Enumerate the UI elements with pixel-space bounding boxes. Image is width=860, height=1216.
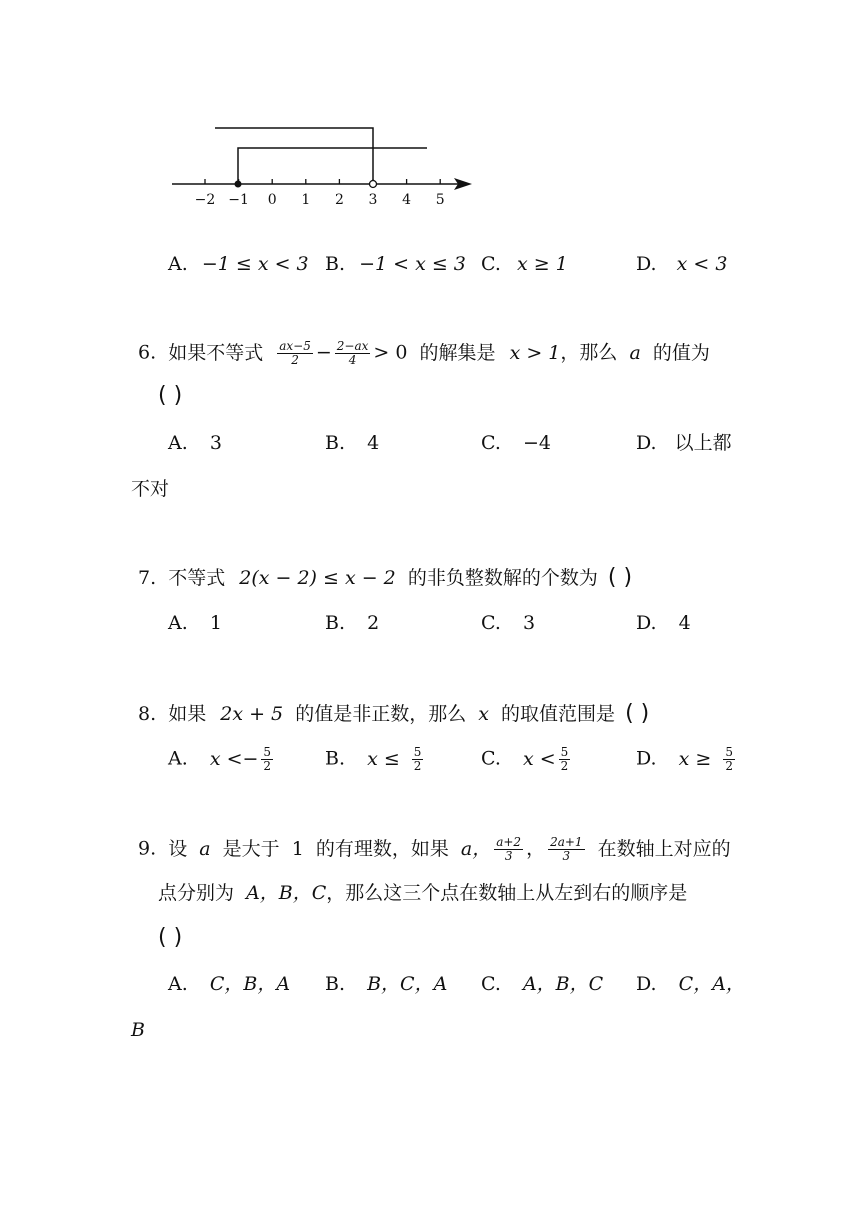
option-label: C. [481, 747, 501, 770]
option-label: C. [481, 973, 501, 995]
option-text: A，B，C [522, 973, 604, 995]
q8-tail: 的取值范围是 [501, 703, 616, 725]
q9-option-d[interactable] [636, 972, 745, 996]
question-number: 9. [138, 837, 157, 860]
q6-tail-1: ，那么 [560, 341, 618, 364]
minus-sign: − [315, 341, 332, 364]
q7-answer-blank[interactable]: ( ) [607, 565, 633, 590]
option-label: C. [481, 432, 501, 454]
q9-points: A，B，C [246, 882, 327, 904]
fraction-denominator: 4 [348, 353, 357, 367]
q6-variable: a [629, 341, 641, 364]
q8-variable: x [478, 703, 489, 725]
option-text: 2 [367, 612, 380, 634]
fraction-denominator: 2 [560, 759, 569, 773]
option-label: D. [636, 432, 657, 454]
option-text: C，A， [678, 973, 745, 995]
option-label: B. [325, 747, 346, 770]
q8-answer-blank[interactable]: ( ) [625, 701, 650, 726]
q6-option-d[interactable] [636, 431, 732, 455]
fraction-numerator: 5 [263, 745, 272, 759]
q6-lead: 如果不等式 [168, 341, 264, 364]
q9-variable: a [199, 837, 211, 860]
fraction-denominator: 2 [725, 759, 733, 773]
option-label: B. [325, 612, 346, 634]
q9-line2-lead: 点分别为 [158, 882, 235, 904]
option-text: x < [522, 747, 556, 770]
option-text: B，C，A [367, 973, 448, 995]
option-text: −4 [522, 432, 551, 454]
option-label: B. [325, 432, 346, 454]
q9-stem-line1 [138, 836, 731, 863]
axis-tick-label: 4 [402, 192, 412, 208]
q6-tail-2: 的值为 [652, 341, 710, 364]
q6-option-a[interactable] [168, 431, 222, 455]
question-number: 7. [138, 567, 157, 589]
fraction-denominator: 2 [413, 759, 422, 773]
q7-lead: 不等式 [168, 567, 226, 589]
option-label: A. [168, 747, 188, 770]
q6-fraction-2 [335, 340, 371, 367]
q7-option-b[interactable] [325, 611, 379, 635]
axis-tick-label: 1 [301, 192, 311, 208]
q6-condition: x > 1 [509, 341, 561, 364]
q5-option-b[interactable] [325, 252, 466, 276]
option-text: 4 [678, 612, 691, 634]
option-label: B. [325, 253, 346, 275]
q9-answer-blank[interactable]: ( ) [158, 925, 183, 950]
axis-tick-label: −2 [194, 192, 216, 208]
number-line-figure [160, 115, 490, 215]
q6-mid-text: 的解集是 [419, 341, 496, 364]
q6-option-c[interactable] [481, 431, 551, 455]
q9-lead: 设 [168, 837, 188, 860]
q8-option-c[interactable] [481, 746, 573, 773]
option-text: x ≥ [678, 747, 712, 770]
q9-fraction-1 [494, 836, 523, 863]
q5-option-a[interactable] [168, 252, 309, 276]
option-text: 1 [209, 612, 222, 634]
option-text: x ≤ [367, 747, 400, 770]
q8-mid-text: 的值是非正数，那么 [295, 703, 467, 725]
axis-tick-label: 0 [267, 192, 277, 208]
q7-expression: 2(x − 2) ≤ x − 2 [239, 567, 396, 589]
q6-stem-line1 [138, 340, 710, 367]
q6-option-b[interactable] [325, 431, 379, 455]
fraction-numerator: 2−ax [336, 339, 369, 353]
option-fraction [723, 746, 735, 773]
option-fraction [261, 746, 273, 773]
q7-option-c[interactable] [481, 611, 535, 635]
option-text: 3 [209, 432, 222, 454]
q7-stem [138, 566, 632, 590]
q7-option-d[interactable] [636, 611, 691, 635]
q8-option-b[interactable] [325, 746, 426, 773]
option-label: B. [325, 973, 346, 995]
option-text: 4 [367, 432, 380, 454]
question-number: 8. [138, 703, 157, 725]
option-label: D. [636, 747, 657, 770]
q8-option-d[interactable] [636, 746, 738, 773]
option-text: x < 3 [676, 253, 728, 275]
q9-a-term: a， [460, 837, 492, 860]
q5-option-c[interactable] [481, 252, 568, 276]
q9-option-b[interactable] [325, 972, 447, 996]
option-text: x <− [209, 747, 259, 770]
option-label: D. [636, 612, 657, 634]
q7-option-a[interactable] [168, 611, 222, 635]
fraction-numerator: 5 [725, 745, 733, 759]
axis-tick-label: 5 [435, 192, 445, 208]
q9-mid-2: 的有理数，如果 [315, 837, 449, 860]
fraction-denominator: 3 [562, 849, 571, 863]
q9-option-d-wrap: B [131, 1019, 145, 1041]
option-text: C，B，A [209, 973, 291, 995]
q9-option-a[interactable] [168, 972, 290, 996]
option-fraction [412, 746, 424, 773]
q9-comma: ， [526, 837, 546, 860]
fraction-numerator: a+2 [496, 835, 522, 849]
q6-fraction-1 [277, 340, 313, 367]
q7-tail: 的非负整数解的个数为 [407, 567, 598, 589]
option-fraction [559, 746, 571, 773]
q6-greater-than-zero: > 0 [373, 341, 408, 364]
option-label: A. [168, 973, 188, 995]
q9-stem-line2 [158, 881, 687, 905]
axis-tick-label: 2 [334, 192, 344, 208]
q8-expression: 2x + 5 [220, 703, 284, 725]
option-text: 以上都 [674, 432, 732, 454]
open-point-3 [370, 181, 377, 188]
filled-point-minus-1 [235, 181, 242, 188]
q5-option-d[interactable] [636, 252, 727, 276]
option-label: A. [168, 432, 188, 454]
fraction-numerator: 5 [413, 745, 422, 759]
fraction-numerator: 2a+1 [550, 835, 583, 849]
fraction-denominator: 2 [263, 759, 272, 773]
option-label: A. [168, 253, 188, 275]
q6-answer-blank[interactable]: ( ) [158, 383, 183, 408]
fraction-denominator: 2 [291, 353, 299, 367]
q9-number-one: 1 [291, 837, 304, 860]
q9-mid-1: 是大于 [222, 837, 280, 860]
q6-option-d-wrap: 不对 [131, 478, 170, 500]
option-label: D. [636, 973, 657, 995]
option-text: −1 < x ≤ 3 [359, 253, 466, 275]
q8-lead: 如果 [168, 703, 207, 725]
q8-option-a[interactable] [168, 746, 276, 773]
q9-option-c[interactable] [481, 972, 603, 996]
fraction-numerator: 5 [560, 745, 569, 759]
option-label: C. [481, 253, 501, 275]
fraction-denominator: 3 [504, 849, 513, 863]
option-label: A. [168, 612, 188, 634]
q9-line2-tail: ，那么这三个点在数轴上从左到右的顺序是 [326, 882, 688, 904]
bracket-greater-equal-minus-1 [238, 148, 427, 184]
option-label: D. [636, 253, 657, 275]
axis-tick-label: 3 [368, 192, 378, 208]
fraction-numerator: ax−5 [279, 339, 311, 353]
option-text: 3 [522, 612, 536, 634]
option-text: x ≥ 1 [516, 253, 568, 275]
q9-fraction-2 [548, 836, 584, 863]
axis-tick-label: −1 [228, 192, 249, 208]
question-number: 6. [138, 341, 157, 364]
q9-tail-1: 在数轴上对应的 [597, 837, 731, 860]
option-label: C. [481, 612, 501, 634]
q8-stem [138, 702, 649, 726]
option-text: −1 ≤ x < 3 [201, 253, 309, 275]
